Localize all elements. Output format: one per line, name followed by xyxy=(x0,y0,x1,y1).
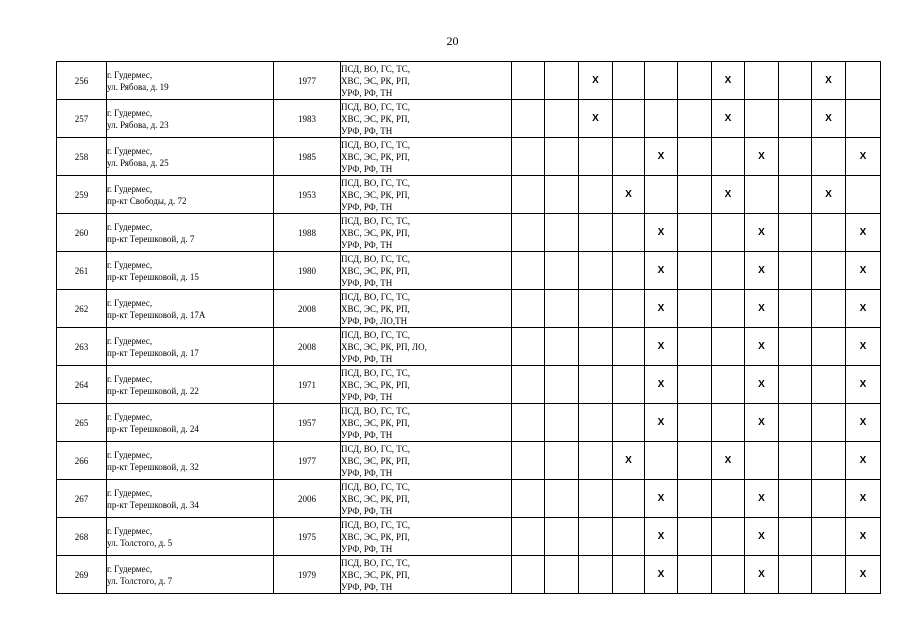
mark-cell xyxy=(613,404,645,442)
mark-cell xyxy=(545,176,579,214)
mark-cell xyxy=(512,290,545,328)
services-line: УРФ, РФ, ТН xyxy=(341,391,393,402)
services-line: ПСД, ВО, ГС, ТС, xyxy=(341,557,411,568)
services-line: ХВС, ЭС, РК, РП, xyxy=(341,379,410,390)
address-line: г. Гудермес, xyxy=(107,183,153,194)
table-row xyxy=(57,556,881,594)
address-line: г. Гудермес, xyxy=(107,411,153,422)
mark-cell xyxy=(779,214,812,252)
mark-cell xyxy=(613,518,645,556)
table-row xyxy=(57,62,881,100)
mark-cell xyxy=(712,290,745,328)
build-year: 1985 xyxy=(274,138,341,176)
mark-cell: X xyxy=(645,328,678,366)
mark-cell xyxy=(512,176,545,214)
services-line: ПСД, ВО, ГС, ТС, xyxy=(341,139,411,150)
mark-cell xyxy=(678,252,712,290)
mark-cell xyxy=(678,404,712,442)
address-line: пр-кт Терешковой, д. 24 xyxy=(107,423,199,434)
mark-cell xyxy=(545,366,579,404)
mark-cell xyxy=(779,138,812,176)
row-number: 266 xyxy=(57,442,107,480)
mark-cell xyxy=(779,176,812,214)
mark-cell xyxy=(812,480,846,518)
services-cell xyxy=(341,556,512,594)
row-number: 259 xyxy=(57,176,107,214)
mark-cell xyxy=(779,100,812,138)
mark-cell xyxy=(613,366,645,404)
address-line: г. Гудермес, xyxy=(107,69,153,80)
address-cell xyxy=(107,290,274,328)
services-line: ПСД, ВО, ГС, ТС, xyxy=(341,63,411,74)
mark-cell xyxy=(678,214,712,252)
services-cell xyxy=(341,290,512,328)
mark-cell xyxy=(779,290,812,328)
mark-cell xyxy=(846,62,881,100)
table-row xyxy=(57,518,881,556)
mark-cell: X xyxy=(712,100,745,138)
services-line: УРФ, РФ, ТН xyxy=(341,163,393,174)
services-line: УРФ, РФ, ЛО,ТН xyxy=(341,315,408,326)
services-line: ПСД, ВО, ГС, ТС, xyxy=(341,177,411,188)
address-line: г. Гудермес, xyxy=(107,335,153,346)
mark-cell xyxy=(545,290,579,328)
services-cell xyxy=(341,404,512,442)
mark-cell xyxy=(712,252,745,290)
mark-cell xyxy=(579,442,613,480)
mark-cell xyxy=(745,442,779,480)
mark-cell xyxy=(678,290,712,328)
services-line: ХВС, ЭС, РК, РП, xyxy=(341,189,410,200)
address-cell xyxy=(107,328,274,366)
mark-cell xyxy=(512,328,545,366)
build-year: 1957 xyxy=(274,404,341,442)
mark-cell xyxy=(579,138,613,176)
services-line: УРФ, РФ, ТН xyxy=(341,277,393,288)
table-row xyxy=(57,214,881,252)
mark-cell xyxy=(779,480,812,518)
mark-cell: X xyxy=(645,290,678,328)
address-line: пр-кт Терешковой, д. 17 xyxy=(107,347,199,358)
mark-cell xyxy=(812,328,846,366)
services-line: УРФ, РФ, ТН xyxy=(341,201,393,212)
table-row xyxy=(57,100,881,138)
mark-cell: X xyxy=(745,518,779,556)
mark-cell xyxy=(712,556,745,594)
mark-cell xyxy=(512,404,545,442)
mark-cell xyxy=(512,62,545,100)
mark-cell xyxy=(678,100,712,138)
services-line: ПСД, ВО, ГС, ТС, xyxy=(341,101,411,112)
address-line: пр-кт Терешковой, д. 32 xyxy=(107,461,199,472)
address-line: г. Гудермес, xyxy=(107,221,153,232)
build-year: 2008 xyxy=(274,290,341,328)
address-line: пр-кт Свободы, д. 72 xyxy=(107,195,187,206)
mark-cell xyxy=(613,252,645,290)
mark-cell: X xyxy=(745,556,779,594)
mark-cell: X xyxy=(745,252,779,290)
mark-cell: X xyxy=(846,404,881,442)
services-line: ПСД, ВО, ГС, ТС, xyxy=(341,481,411,492)
mark-cell xyxy=(613,214,645,252)
address-cell xyxy=(107,100,274,138)
mark-cell xyxy=(779,518,812,556)
mark-cell xyxy=(579,480,613,518)
services-line: УРФ, РФ, ТН xyxy=(341,87,393,98)
services-cell xyxy=(341,252,512,290)
mark-cell xyxy=(512,214,545,252)
row-number: 268 xyxy=(57,518,107,556)
address-line: г. Гудермес, xyxy=(107,259,153,270)
services-cell xyxy=(341,100,512,138)
mark-cell xyxy=(579,214,613,252)
services-cell xyxy=(341,518,512,556)
address-line: г. Гудермес, xyxy=(107,525,153,536)
mark-cell xyxy=(645,100,678,138)
table-row xyxy=(57,442,881,480)
build-year: 2008 xyxy=(274,328,341,366)
mark-cell xyxy=(779,366,812,404)
mark-cell: X xyxy=(645,556,678,594)
mark-cell xyxy=(678,442,712,480)
mark-cell xyxy=(779,328,812,366)
mark-cell xyxy=(545,214,579,252)
mark-cell xyxy=(512,556,545,594)
services-line: ХВС, ЭС, РК, РП, xyxy=(341,75,410,86)
mark-cell: X xyxy=(745,138,779,176)
table-body xyxy=(57,62,881,594)
services-line: УРФ, РФ, ТН xyxy=(341,543,393,554)
address-cell xyxy=(107,138,274,176)
mark-cell: X xyxy=(846,252,881,290)
mark-cell xyxy=(678,328,712,366)
mark-cell xyxy=(579,404,613,442)
mark-cell: X xyxy=(812,176,846,214)
mark-cell: X xyxy=(645,518,678,556)
mark-cell xyxy=(779,556,812,594)
row-number: 260 xyxy=(57,214,107,252)
address-cell xyxy=(107,62,274,100)
services-line: УРФ, РФ, ТН xyxy=(341,353,393,364)
mark-cell xyxy=(712,328,745,366)
mark-cell xyxy=(512,100,545,138)
address-line: ул. Рябова, д. 25 xyxy=(107,157,169,168)
mark-cell xyxy=(579,328,613,366)
address-line: г. Гудермес, xyxy=(107,563,153,574)
mark-cell xyxy=(779,404,812,442)
build-year: 1988 xyxy=(274,214,341,252)
mark-cell xyxy=(812,214,846,252)
mark-cell xyxy=(645,62,678,100)
address-line: пр-кт Терешковой, д. 15 xyxy=(107,271,199,282)
services-line: УРФ, РФ, ТН xyxy=(341,239,393,250)
mark-cell xyxy=(545,518,579,556)
mark-cell xyxy=(545,100,579,138)
mark-cell: X xyxy=(846,480,881,518)
mark-cell: X xyxy=(645,214,678,252)
mark-cell: X xyxy=(712,62,745,100)
table-row xyxy=(57,366,881,404)
mark-cell xyxy=(812,252,846,290)
address-line: г. Гудермес, xyxy=(107,373,153,384)
services-line: ПСД, ВО, ГС, ТС, xyxy=(341,443,411,454)
services-cell xyxy=(341,328,512,366)
mark-cell xyxy=(512,138,545,176)
services-line: УРФ, РФ, ТН xyxy=(341,429,393,440)
row-number: 258 xyxy=(57,138,107,176)
mark-cell: X xyxy=(745,366,779,404)
row-number: 261 xyxy=(57,252,107,290)
mark-cell xyxy=(745,100,779,138)
table-row xyxy=(57,328,881,366)
services-line: ХВС, ЭС, РК, РП, xyxy=(341,531,410,542)
address-cell xyxy=(107,176,274,214)
mark-cell xyxy=(846,176,881,214)
mark-cell xyxy=(579,290,613,328)
mark-cell xyxy=(846,100,881,138)
mark-cell xyxy=(512,442,545,480)
mark-cell xyxy=(745,176,779,214)
mark-cell xyxy=(512,366,545,404)
mark-cell: X xyxy=(745,480,779,518)
address-cell xyxy=(107,366,274,404)
address-line: ул. Толстого, д. 7 xyxy=(107,575,173,586)
build-year: 1971 xyxy=(274,366,341,404)
mark-cell xyxy=(812,138,846,176)
services-line: УРФ, РФ, ТН xyxy=(341,505,393,516)
mark-cell: X xyxy=(613,176,645,214)
mark-cell xyxy=(579,518,613,556)
mark-cell xyxy=(613,480,645,518)
mark-cell xyxy=(678,480,712,518)
mark-cell xyxy=(579,556,613,594)
build-year: 1953 xyxy=(274,176,341,214)
address-line: ул. Толстого, д. 5 xyxy=(107,537,173,548)
services-cell xyxy=(341,62,512,100)
address-line: г. Гудермес, xyxy=(107,487,153,498)
address-line: ул. Рябова, д. 23 xyxy=(107,119,169,130)
mark-cell xyxy=(678,62,712,100)
mark-cell xyxy=(545,404,579,442)
mark-cell xyxy=(545,62,579,100)
mark-cell xyxy=(613,138,645,176)
mark-cell xyxy=(613,328,645,366)
housing-table xyxy=(56,61,881,594)
mark-cell xyxy=(712,480,745,518)
row-number: 264 xyxy=(57,366,107,404)
address-line: пр-кт Терешковой, д. 17А xyxy=(107,309,206,320)
address-cell xyxy=(107,556,274,594)
mark-cell: X xyxy=(812,100,846,138)
mark-cell xyxy=(712,138,745,176)
mark-cell: X xyxy=(745,214,779,252)
mark-cell: X xyxy=(712,442,745,480)
mark-cell: X xyxy=(846,328,881,366)
mark-cell xyxy=(712,404,745,442)
mark-cell: X xyxy=(712,176,745,214)
build-year: 1983 xyxy=(274,100,341,138)
services-line: ХВС, ЭС, РК, РП, xyxy=(341,455,410,466)
mark-cell xyxy=(812,290,846,328)
build-year: 1975 xyxy=(274,518,341,556)
address-line: г. Гудермес, xyxy=(107,107,153,118)
mark-cell xyxy=(678,366,712,404)
services-line: ХВС, ЭС, РК, РП, xyxy=(341,227,410,238)
address-line: г. Гудермес, xyxy=(107,145,153,156)
services-cell xyxy=(341,442,512,480)
mark-cell xyxy=(712,518,745,556)
mark-cell xyxy=(645,176,678,214)
build-year: 1977 xyxy=(274,62,341,100)
address-cell xyxy=(107,518,274,556)
mark-cell xyxy=(812,442,846,480)
row-number: 265 xyxy=(57,404,107,442)
services-line: ХВС, ЭС, РК, РП, xyxy=(341,493,410,504)
mark-cell: X xyxy=(745,404,779,442)
mark-cell: X xyxy=(579,100,613,138)
mark-cell: X xyxy=(645,480,678,518)
services-line: ХВС, ЭС, РК, РП, xyxy=(341,113,410,124)
mark-cell: X xyxy=(846,138,881,176)
services-line: ПСД, ВО, ГС, ТС, xyxy=(341,215,411,226)
table-row xyxy=(57,404,881,442)
mark-cell xyxy=(712,214,745,252)
address-line: г. Гудермес, xyxy=(107,449,153,460)
mark-cell: X xyxy=(846,366,881,404)
mark-cell xyxy=(545,328,579,366)
services-line: УРФ, РФ, ТН xyxy=(341,125,393,136)
mark-cell xyxy=(512,518,545,556)
mark-cell: X xyxy=(846,556,881,594)
mark-cell: X xyxy=(645,252,678,290)
services-line: ПСД, ВО, ГС, ТС, xyxy=(341,329,411,340)
mark-cell xyxy=(579,366,613,404)
services-line: ХВС, ЭС, РК, РП, ЛО, xyxy=(341,341,427,352)
build-year: 1977 xyxy=(274,442,341,480)
address-cell xyxy=(107,480,274,518)
mark-cell xyxy=(678,518,712,556)
services-line: ПСД, ВО, ГС, ТС, xyxy=(341,405,411,416)
mark-cell xyxy=(545,556,579,594)
services-cell xyxy=(341,214,512,252)
mark-cell xyxy=(812,366,846,404)
services-line: ПСД, ВО, ГС, ТС, xyxy=(341,253,411,264)
services-line: ХВС, ЭС, РК, РП, xyxy=(341,265,410,276)
mark-cell xyxy=(779,442,812,480)
services-line: ХВС, ЭС, РК, РП, xyxy=(341,417,410,428)
services-line: ПСД, ВО, ГС, ТС, xyxy=(341,519,411,530)
mark-cell xyxy=(645,442,678,480)
row-number: 267 xyxy=(57,480,107,518)
mark-cell: X xyxy=(613,442,645,480)
row-number: 263 xyxy=(57,328,107,366)
services-line: ПСД, ВО, ГС, ТС, xyxy=(341,367,411,378)
mark-cell xyxy=(812,518,846,556)
table-row xyxy=(57,252,881,290)
table-row xyxy=(57,138,881,176)
mark-cell: X xyxy=(645,404,678,442)
table-row xyxy=(57,290,881,328)
row-number: 269 xyxy=(57,556,107,594)
mark-cell: X xyxy=(846,518,881,556)
mark-cell xyxy=(579,252,613,290)
services-cell xyxy=(341,366,512,404)
mark-cell xyxy=(745,62,779,100)
mark-cell: X xyxy=(846,214,881,252)
services-cell xyxy=(341,480,512,518)
address-line: пр-кт Терешковой, д. 7 xyxy=(107,233,195,244)
mark-cell xyxy=(678,138,712,176)
mark-cell xyxy=(678,176,712,214)
row-number: 262 xyxy=(57,290,107,328)
mark-cell: X xyxy=(745,290,779,328)
mark-cell: X xyxy=(846,442,881,480)
mark-cell xyxy=(545,480,579,518)
mark-cell xyxy=(812,404,846,442)
table-row xyxy=(57,480,881,518)
address-cell xyxy=(107,442,274,480)
mark-cell: X xyxy=(745,328,779,366)
services-cell xyxy=(341,176,512,214)
mark-cell xyxy=(613,100,645,138)
mark-cell xyxy=(613,556,645,594)
mark-cell: X xyxy=(645,366,678,404)
build-year: 1979 xyxy=(274,556,341,594)
services-line: ХВС, ЭС, РК, РП, xyxy=(341,303,410,314)
mark-cell xyxy=(579,176,613,214)
mark-cell xyxy=(712,366,745,404)
mark-cell xyxy=(779,62,812,100)
address-line: г. Гудермес, xyxy=(107,297,153,308)
services-line: ПСД, ВО, ГС, ТС, xyxy=(341,291,411,302)
address-line: пр-кт Терешковой, д. 34 xyxy=(107,499,199,510)
page-number: 20 xyxy=(446,34,459,48)
address-cell xyxy=(107,214,274,252)
services-line: ХВС, ЭС, РК, РП, xyxy=(341,569,410,580)
mark-cell xyxy=(512,252,545,290)
row-number: 256 xyxy=(57,62,107,100)
table-row xyxy=(57,176,881,214)
mark-cell xyxy=(613,62,645,100)
mark-cell: X xyxy=(812,62,846,100)
mark-cell xyxy=(545,252,579,290)
services-line: ХВС, ЭС, РК, РП, xyxy=(341,151,410,162)
mark-cell: X xyxy=(645,138,678,176)
mark-cell xyxy=(512,480,545,518)
address-cell xyxy=(107,404,274,442)
build-year: 2006 xyxy=(274,480,341,518)
mark-cell xyxy=(678,556,712,594)
address-line: пр-кт Терешковой, д. 22 xyxy=(107,385,199,396)
row-number: 257 xyxy=(57,100,107,138)
mark-cell: X xyxy=(846,290,881,328)
services-line: УРФ, РФ, ТН xyxy=(341,467,393,478)
mark-cell: X xyxy=(579,62,613,100)
address-line: ул. Рябова, д. 19 xyxy=(107,81,169,92)
mark-cell xyxy=(545,138,579,176)
mark-cell xyxy=(613,290,645,328)
build-year: 1980 xyxy=(274,252,341,290)
address-cell xyxy=(107,252,274,290)
services-cell xyxy=(341,138,512,176)
services-line: УРФ, РФ, ТН xyxy=(341,581,393,592)
mark-cell xyxy=(779,252,812,290)
mark-cell xyxy=(812,556,846,594)
mark-cell xyxy=(545,442,579,480)
